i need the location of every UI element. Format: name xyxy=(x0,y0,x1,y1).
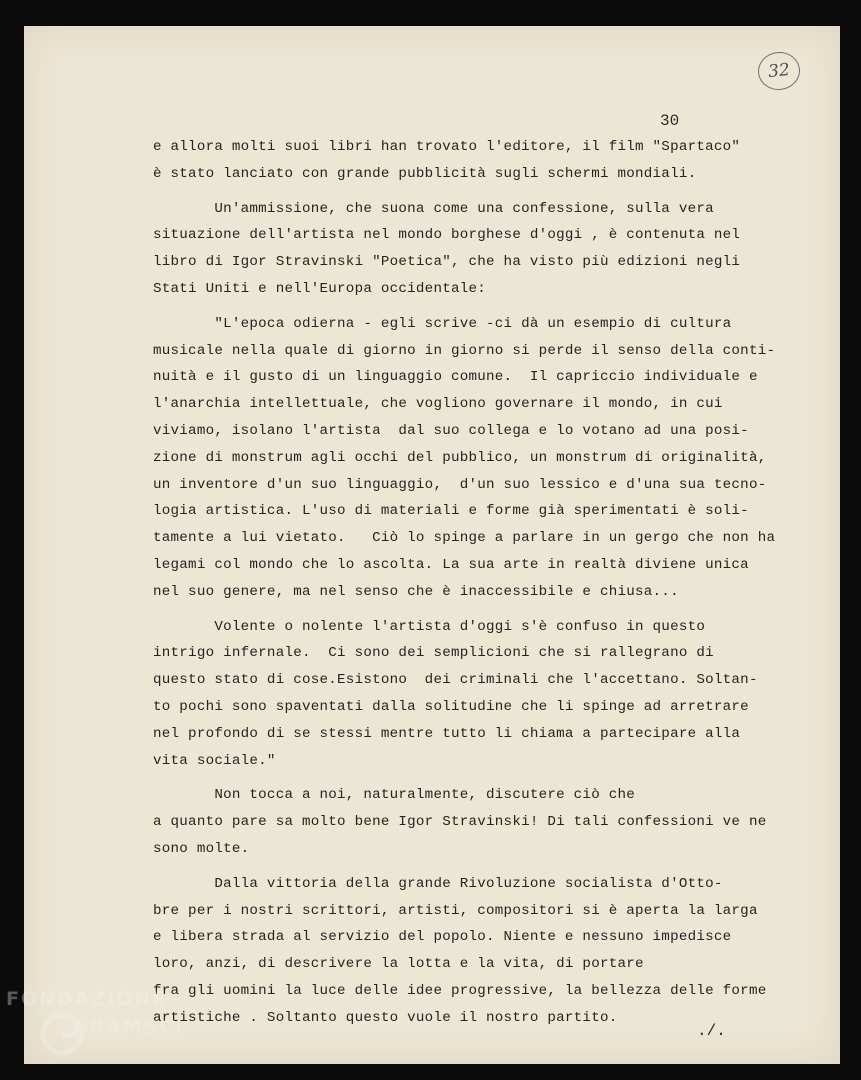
watermark-line-1: FONDAZIONE xyxy=(6,988,168,1010)
text-line: Volente o nolente l'artista d'oggi s'è confuso in questo xyxy=(153,618,706,635)
text-line: loro, anzi, di descrivere la lotta e la vita, di portare xyxy=(153,956,644,973)
text-line: vita sociale." xyxy=(153,752,276,769)
archive-number-stamp: 32 xyxy=(756,50,802,92)
text-line: logia artistica. L'uso di materiali e forme già sperimentati è soli- xyxy=(153,503,749,520)
text-line: e libera strada al servizio del popolo. Niente e nessuno impedisce xyxy=(153,929,732,946)
watermark-line-2: GRAMSCI xyxy=(72,1016,185,1038)
text-line: nel suo genere, ma nel senso che è inaccessibile e chiusa... xyxy=(153,583,679,600)
text-line: nel profondo di se stessi mentre tutto li chiama a partecipare alla xyxy=(153,725,741,742)
text-line: sono molte. xyxy=(153,840,250,857)
text-line: Stati Uniti e nell'Europa occidentale: xyxy=(153,280,487,297)
text-line: nuità e il gusto di un linguaggio comune. Il capriccio individuale e xyxy=(153,369,758,386)
text-line: un inventore d'un suo linguaggio, d'un suo lessico e d'una sua tecno- xyxy=(153,476,767,493)
paragraph xyxy=(153,134,841,188)
text-line: è stato lanciato con grande pubblicità sugli schermi mondiali. xyxy=(153,165,697,182)
text-line: l'anarchia intellettuale, che vogliono governare il mondo, in cui xyxy=(153,396,723,413)
text-line: viviamo, isolano l'artista dal suo collega e lo votano ad una posi- xyxy=(153,422,749,439)
text-line: situazione dell'artista nel mondo borghese d'oggi , è contenuta nel xyxy=(153,227,741,244)
text-line: fra gli uomini la luce delle idee progressive, la bellezza delle forme xyxy=(153,982,767,999)
paragraph xyxy=(153,311,841,606)
paragraph xyxy=(153,871,841,1032)
text-line: tamente a lui vietato. Ciò lo spinge a parlare in un gergo che non ha xyxy=(153,530,776,547)
text-line: to pochi sono spaventati dalla solitudine che li spinge ad arretrare xyxy=(153,698,749,715)
paragraph xyxy=(153,782,841,862)
text-line: "L'epoca odierna - egli scrive -ci dà un esempio di cultura xyxy=(153,315,732,332)
text-line: e allora molti suoi libri han trovato l'editore, il film "Spartaco" xyxy=(153,139,741,155)
text-line: Un'ammissione, che suona come una confessione, sulla vera xyxy=(153,200,714,217)
typewritten-body xyxy=(153,134,841,1032)
text-line: questo stato di cose.Esistono dei criminali che l'accettano. Soltan- xyxy=(153,672,758,689)
continuation-mark: ./. xyxy=(697,1022,726,1040)
text-line: musicale nella quale di giorno in giorno si perde il senso della conti- xyxy=(153,342,776,359)
text-line: legami col mondo che lo ascolta. La sua arte in realtà diviene unica xyxy=(153,556,749,573)
text-line: zione di monstrum agli occhi del pubblico, un monstrum di originalità, xyxy=(153,449,767,466)
text-line: artistiche . Soltanto questo vuole il nostro partito. xyxy=(153,1009,618,1026)
text-line: Dalla vittoria della grande Rivoluzione socialista d'Otto- xyxy=(153,875,723,892)
text-line: bre per i nostri scrittori, artisti, compositori si è aperta la larga xyxy=(153,902,758,919)
fondazione-gramsci-watermark xyxy=(6,988,226,1068)
text-line: Non tocca a noi, naturalmente, discutere ciò che xyxy=(153,787,636,804)
text-line: libro di Igor Stravinski "Poetica", che ha visto più edizioni negli xyxy=(153,254,741,271)
text-line: a quanto pare sa molto bene Igor Stravinski! Di tali confessioni ve ne xyxy=(153,814,767,831)
paragraph xyxy=(153,196,841,303)
page-number: 30 xyxy=(660,112,680,130)
text-line: intrigo infernale. Ci sono dei semplicioni che si rallegrano di xyxy=(153,645,714,662)
paragraph xyxy=(153,614,841,775)
